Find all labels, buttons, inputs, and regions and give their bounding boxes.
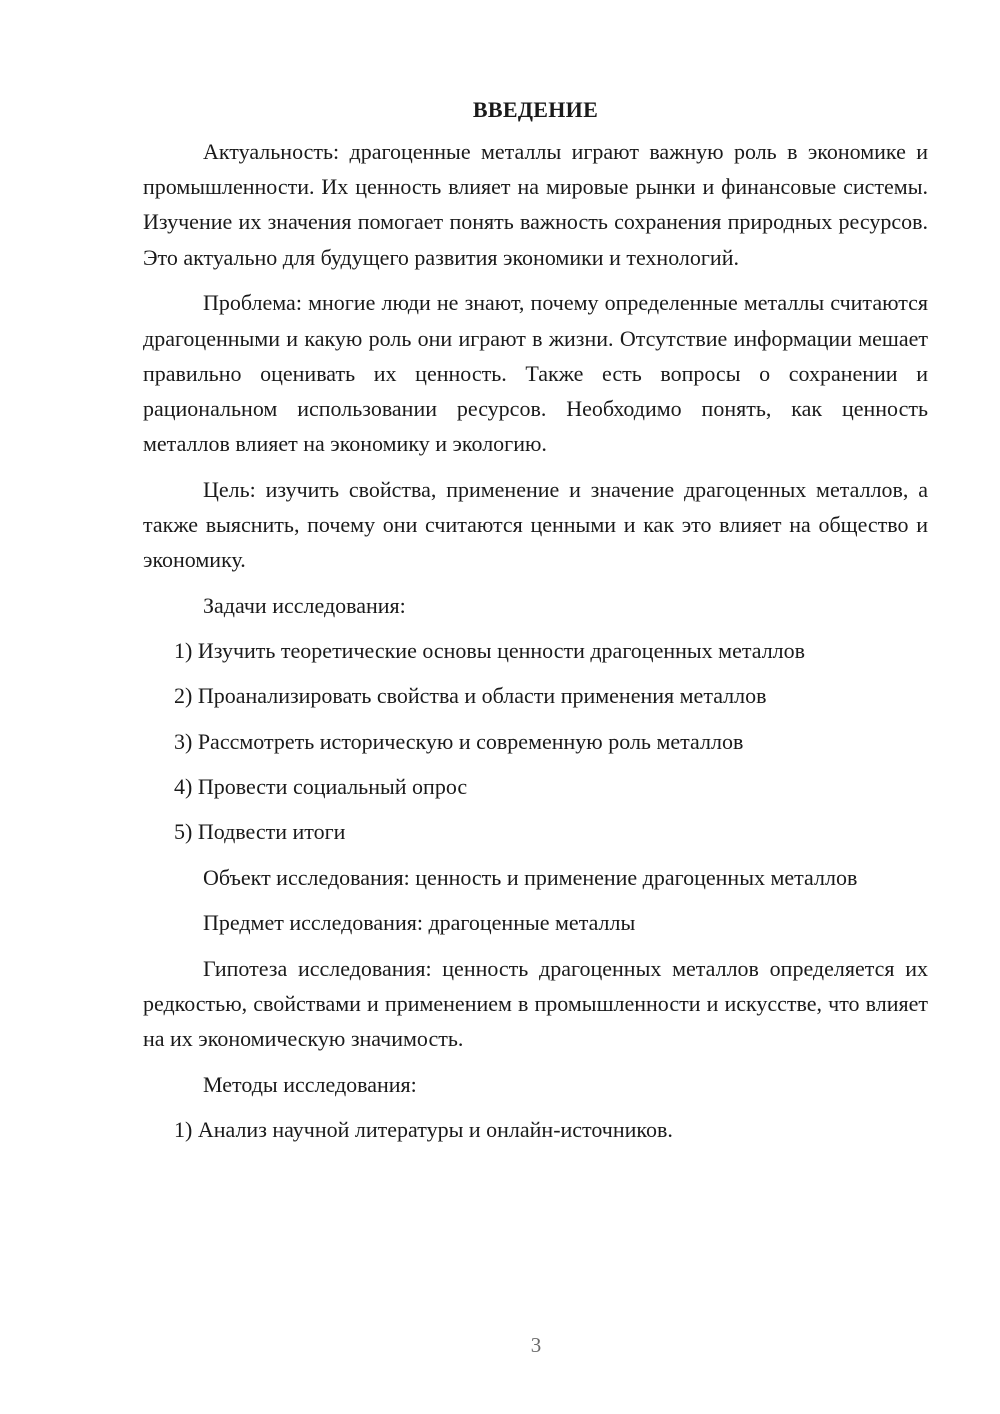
tasks-list (143, 633, 928, 849)
problem-paragraph: Проблема: многие люди не знают, почему определенные металлы считаются драгоценными и какую роль они играют в жизни. Отсутствие информации мешает правильно оценивать их ценность. Также есть вопросы о сохранении и рациональном использовании ресурсов. Необходимо понять, как ценность металлов влияет на экономику и экологию. (143, 290, 928, 457)
page-number: 3 (530, 1333, 542, 1357)
subject-paragraph: Предмет исследования: драгоценные металлы (203, 910, 636, 936)
methods-list (143, 1112, 928, 1147)
list-item: 2) Проанализировать свойства и области применения металлов (174, 683, 767, 709)
list-item: 3) Рассмотреть историческую и современную роль металлов (174, 728, 744, 754)
object-paragraph: Объект исследования: ценность и применение драгоценных металлов (203, 864, 858, 890)
hypothesis-paragraph: Гипотеза исследования: ценность драгоценных металлов определяется их редкостью, свойствами и применением в промышленности и искусстве, что влияет на их экономическую значимость. (143, 956, 928, 1052)
document-page (143, 92, 928, 1148)
list-item: 1) Анализ научной литературы и онлайн-источников. (174, 1117, 673, 1143)
section-heading: ВВЕДЕНИЕ (472, 97, 599, 122)
methods-heading: Методы исследования: (203, 1072, 417, 1098)
goal-paragraph: Цель: изучить свойства, применение и значение драгоценных металлов, а также выяснить, почему они считаются ценными и как это влияет на общество и экономику. (143, 476, 928, 573)
tasks-heading: Задачи исследования: (203, 592, 406, 618)
list-item: 5) Подвести итоги (174, 818, 346, 844)
relevance-paragraph: Актуальность: драгоценные металлы играют важную роль в экономике и промышленности. Их ценность влияет на мировые рынки и финансовые системы. Изучение их значения помогает понять важность сохранения природных ресурсов. Это актуально для будущего развития экономики и технологий. (143, 139, 928, 270)
list-item: 1) Изучить теоретические основы ценности драгоценных металлов (174, 638, 806, 664)
list-item: 4) Провести социальный опрос (174, 773, 468, 799)
